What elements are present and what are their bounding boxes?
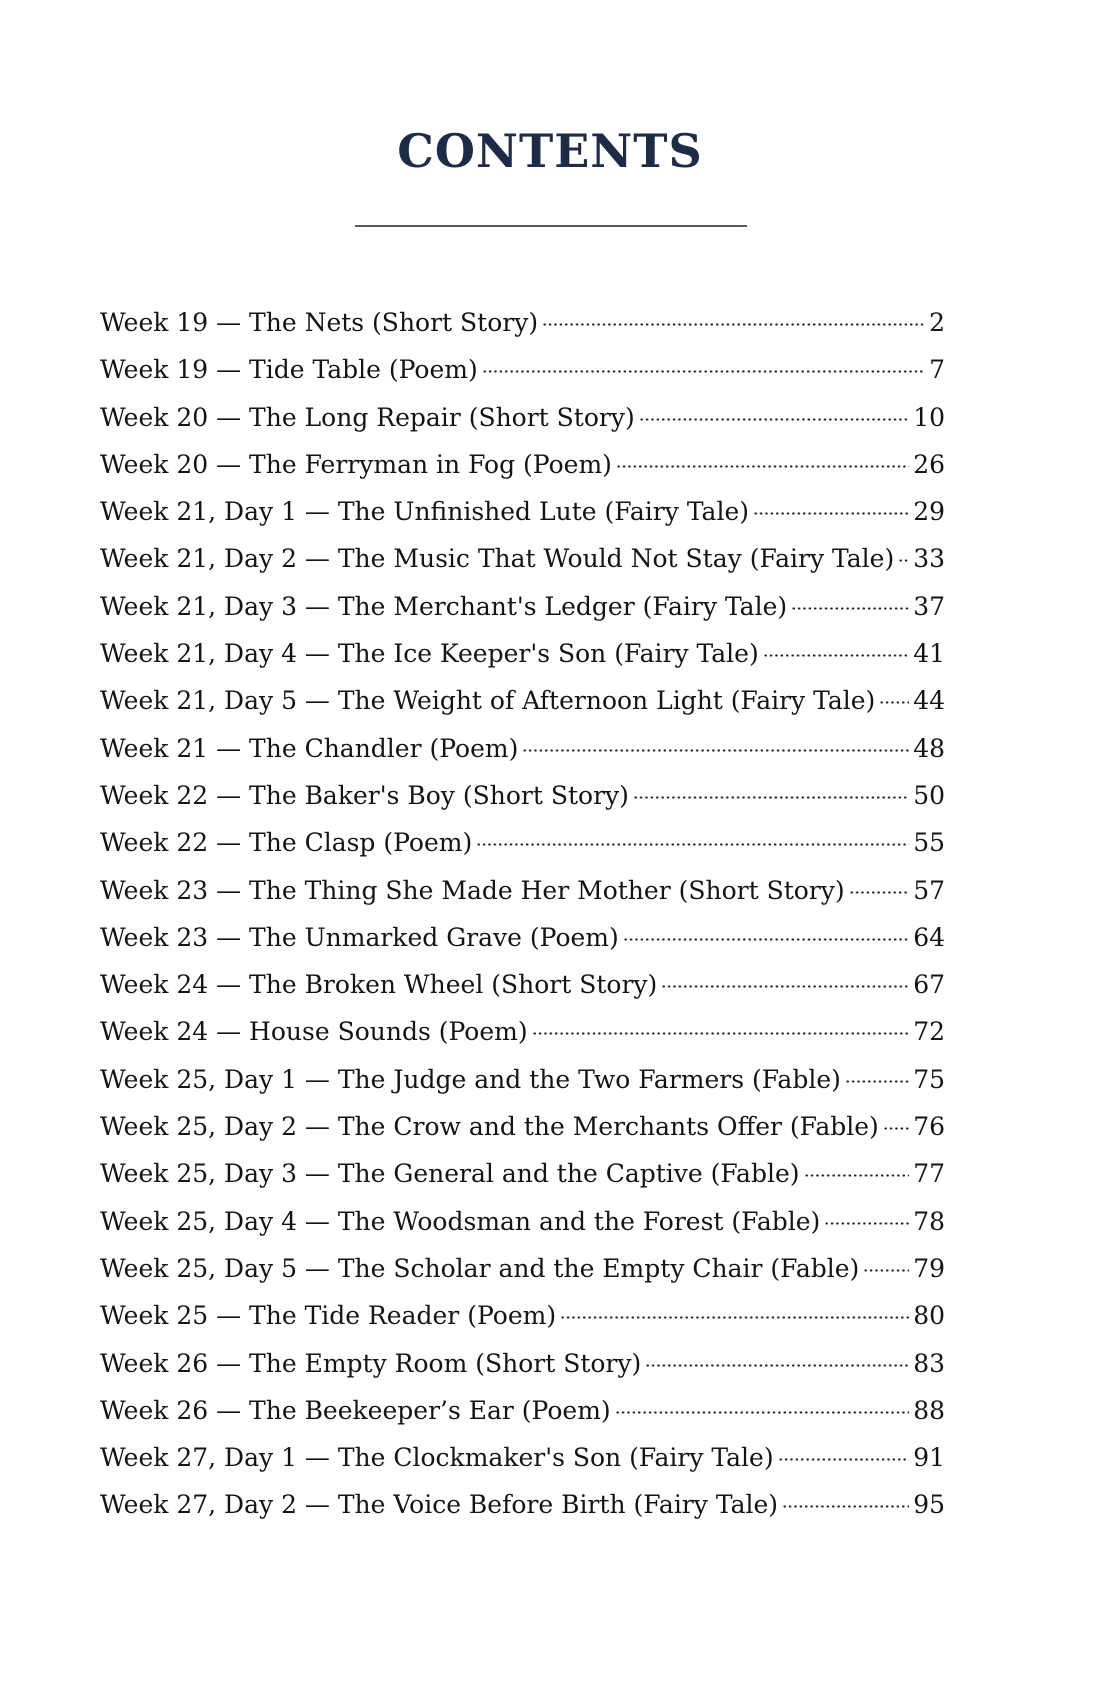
- dot-leader: [633, 780, 909, 805]
- dot-leader: [532, 1016, 910, 1041]
- toc-entry-page: 79: [913, 1253, 945, 1283]
- dot-leader: [639, 402, 909, 427]
- toc-entry-title: Week 23 — The Unmarked Grave (Poem): [100, 922, 619, 952]
- toc-entry-title: Week 27, Day 1 — The Clockmaker's Son (Fairy Tale): [100, 1443, 774, 1473]
- toc-entry[interactable]: [100, 874, 945, 921]
- dot-leader: [522, 733, 909, 758]
- dot-leader: [615, 1395, 910, 1420]
- toc-entry[interactable]: [100, 779, 945, 826]
- toc-entry-page: 7: [929, 355, 945, 385]
- toc-entry[interactable]: [100, 1110, 945, 1157]
- toc-entry-title: Week 24 — House Sounds (Poem): [100, 1017, 528, 1047]
- toc-entry-page: 83: [913, 1348, 945, 1378]
- toc-entry-title: Week 22 — The Baker's Boy (Short Story): [100, 780, 629, 810]
- toc-entry[interactable]: [100, 542, 945, 589]
- dot-leader: [476, 827, 909, 852]
- toc-entry-page: 55: [913, 828, 945, 858]
- toc-entry-title: Week 25 — The Tide Reader (Poem): [100, 1301, 557, 1331]
- dot-leader: [661, 969, 909, 994]
- toc-entry[interactable]: [100, 921, 945, 968]
- toc-entry-page: 80: [913, 1301, 945, 1331]
- toc-entry[interactable]: [100, 401, 945, 448]
- table-of-contents: [100, 306, 945, 1536]
- dot-leader: [782, 1489, 909, 1514]
- toc-entry-page: 33: [913, 544, 945, 574]
- dot-leader: [791, 591, 909, 616]
- toc-entry[interactable]: [100, 1205, 945, 1252]
- dot-leader: [898, 543, 909, 568]
- toc-entry[interactable]: [100, 684, 945, 731]
- toc-entry-title: Week 25, Day 3 — The General and the Captive (Fable): [100, 1159, 800, 1189]
- toc-entry[interactable]: [100, 637, 945, 684]
- toc-entry[interactable]: [100, 353, 945, 400]
- toc-entry-title: Week 21, Day 2 — The Music That Would Not Stay (Fairy Tale): [100, 544, 895, 574]
- dot-leader: [845, 1064, 909, 1089]
- toc-entry-page: 75: [913, 1064, 945, 1094]
- dot-leader: [879, 685, 909, 710]
- dot-leader: [753, 496, 909, 521]
- dot-leader: [863, 1253, 909, 1278]
- toc-entry-title: Week 26 — The Empty Room (Short Story): [100, 1348, 642, 1378]
- toc-entry-title: Week 21, Day 5 — The Weight of Afternoon Light (Fairy Tale): [100, 686, 876, 716]
- toc-entry[interactable]: [100, 590, 945, 637]
- toc-entry-page: 57: [913, 875, 945, 905]
- toc-entry-title: Week 26 — The Beekeeper’s Ear (Poem): [100, 1395, 611, 1425]
- dot-leader: [645, 1348, 909, 1373]
- toc-entry-page: 29: [913, 497, 945, 527]
- toc-entry-title: Week 21, Day 3 — The Merchant's Ledger (Fairy Tale): [100, 591, 788, 621]
- toc-entry[interactable]: [100, 1252, 945, 1299]
- toc-entry-title: Week 21, Day 4 — The Ice Keeper's Son (Fairy Tale): [100, 639, 759, 669]
- toc-entry-page: 37: [913, 591, 945, 621]
- dot-leader: [616, 449, 909, 474]
- toc-entry-page: 91: [913, 1443, 945, 1473]
- dot-leader: [849, 875, 910, 900]
- toc-entry[interactable]: [100, 1157, 945, 1204]
- toc-entry-title: Week 19 — The Nets (Short Story): [100, 308, 539, 337]
- toc-entry[interactable]: [100, 732, 945, 779]
- toc-entry-page: 26: [913, 449, 945, 479]
- dot-leader: [804, 1158, 910, 1183]
- toc-entry[interactable]: [100, 1488, 945, 1535]
- toc-entry[interactable]: [100, 1394, 945, 1441]
- dot-leader: [778, 1442, 910, 1467]
- toc-entry-title: Week 24 — The Broken Wheel (Short Story): [100, 970, 658, 1000]
- toc-entry-page: 41: [913, 639, 945, 669]
- toc-entry-page: 77: [913, 1159, 945, 1189]
- toc-entry-page: 44: [913, 686, 945, 716]
- toc-entry-title: Week 20 — The Long Repair (Short Story): [100, 402, 635, 432]
- toc-entry[interactable]: [100, 306, 945, 353]
- toc-entry-title: Week 25, Day 5 — The Scholar and the Empty Chair (Fable): [100, 1253, 860, 1283]
- dot-leader: [560, 1300, 909, 1325]
- toc-entry-page: 88: [913, 1395, 945, 1425]
- toc-entry-page: 48: [913, 733, 945, 763]
- toc-entry-title: Week 20 — The Ferryman in Fog (Poem): [100, 449, 612, 479]
- dot-leader: [883, 1111, 909, 1136]
- toc-entry-page: 78: [913, 1206, 945, 1236]
- toc-entry-title: Week 25, Day 1 — The Judge and the Two Farmers (Fable): [100, 1064, 841, 1094]
- toc-entry-title: Week 21, Day 1 — The Unfinished Lute (Fairy Tale): [100, 497, 749, 527]
- toc-entry-page: 76: [913, 1112, 945, 1142]
- dot-leader: [763, 638, 909, 663]
- toc-entry[interactable]: [100, 495, 945, 542]
- toc-entry[interactable]: [100, 1015, 945, 1062]
- toc-entry[interactable]: [100, 1063, 945, 1110]
- toc-entry-page: 2: [929, 308, 945, 337]
- toc-entry[interactable]: [100, 826, 945, 873]
- dot-leader: [482, 354, 925, 379]
- toc-entry-title: Week 25, Day 4 — The Woodsman and the Forest (Fable): [100, 1206, 821, 1236]
- toc-entry[interactable]: [100, 1347, 945, 1394]
- toc-entry-page: 50: [913, 780, 945, 810]
- toc-entry-title: Week 25, Day 2 — The Crow and the Merchants Offer (Fable): [100, 1112, 879, 1142]
- toc-entry-title: Week 23 — The Thing She Made Her Mother (Short Story): [100, 875, 845, 905]
- toc-entry-title: Week 27, Day 2 — The Voice Before Birth (Fairy Tale): [100, 1490, 779, 1520]
- toc-entry[interactable]: [100, 968, 945, 1015]
- dot-leader: [542, 307, 925, 332]
- toc-entry-page: 10: [913, 402, 945, 432]
- toc-entry-page: 64: [913, 922, 945, 952]
- title-divider: [355, 225, 747, 227]
- toc-entry-page: 72: [913, 1017, 945, 1047]
- toc-entry-page: 67: [913, 970, 945, 1000]
- toc-entry-title: Week 21 — The Chandler (Poem): [100, 733, 519, 763]
- toc-entry[interactable]: [100, 448, 945, 495]
- toc-entry[interactable]: [100, 1299, 945, 1346]
- dot-leader: [824, 1206, 909, 1231]
- page-title: CONTENTS: [397, 124, 703, 178]
- toc-entry-title: Week 19 — Tide Table (Poem): [100, 355, 478, 385]
- toc-entry[interactable]: [100, 1441, 945, 1488]
- dot-leader: [623, 922, 909, 947]
- toc-entry-title: Week 22 — The Clasp (Poem): [100, 828, 473, 858]
- toc-entry-page: 95: [913, 1490, 945, 1520]
